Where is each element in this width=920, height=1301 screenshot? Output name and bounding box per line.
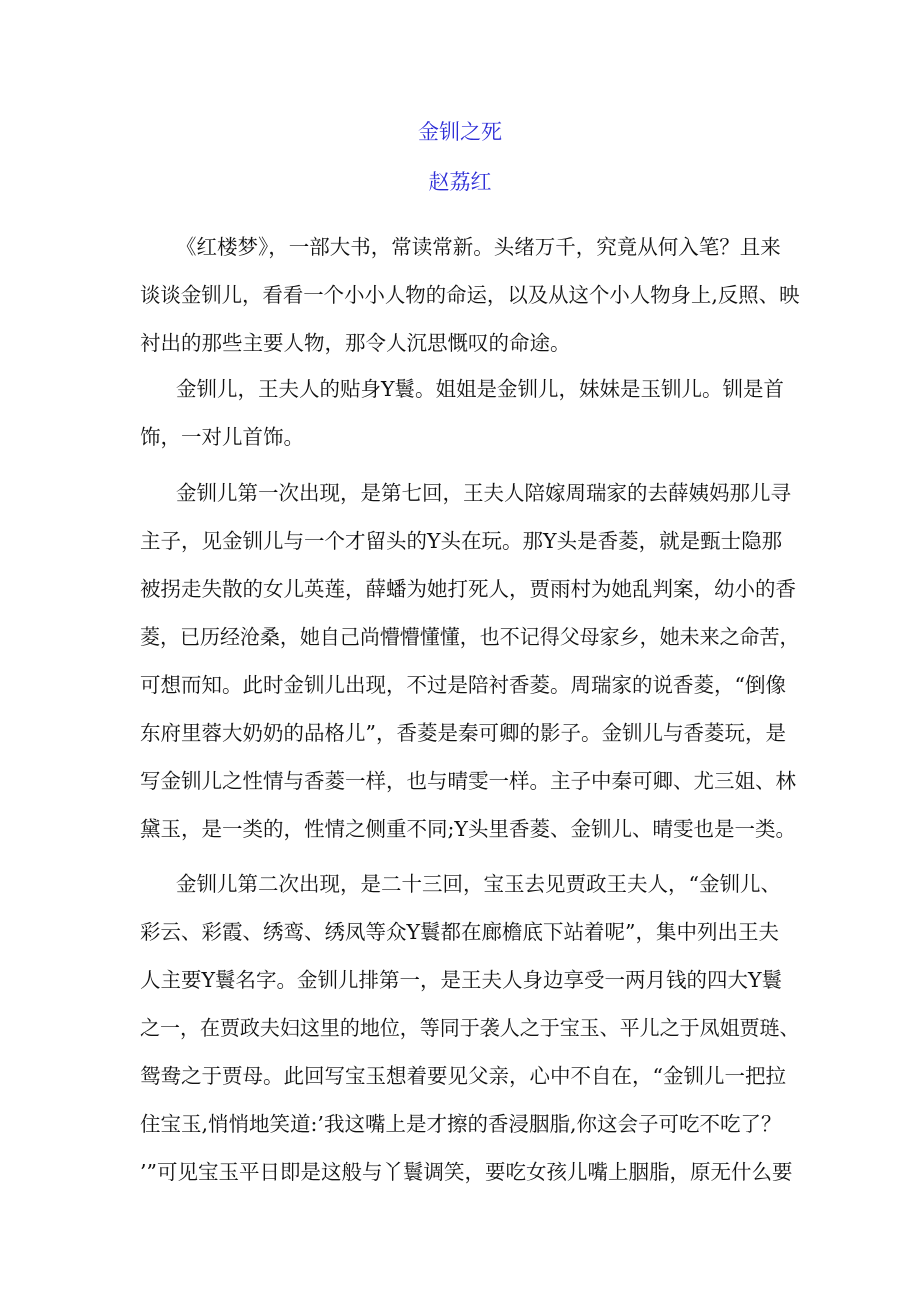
text-line: 菱，已历经沧桑，她自己尚懵懵懂懂，也不记得父母家乡，她未来之命苦， [140,625,800,649]
paragraph-4 [140,860,800,1196]
text-line: 金钏儿第一次出现，是第七回，王夫人陪嫁周瑞家的去薛姨妈那儿寻 [176,481,791,505]
text-line: 黛玉，是一类的，性情之侧重不同;Y头里香菱、金钏儿、晴雯也是一类。 [140,817,796,841]
text-line: 之一，在贾政夫妇这里的地位，等同于袭人之于宝玉、平儿之于凤姐贾琏、 [140,1016,800,1040]
text-line: 金钏儿，王夫人的贴身Y鬟。姐姐是金钏儿，妹妹是玉钏儿。钏是首 [176,377,785,401]
text-line: 饰，一对儿首饰。 [140,425,304,449]
paragraph-2 [140,365,800,461]
text-line: 主子，见金钏儿与一个才留头的Y头在玩。那Y头是香菱，就是甄士隐那 [140,529,783,553]
text-line: 写金钏儿之性情与香菱一样，也与晴雯一样。主子中秦可卿、尤三姐、林 [140,769,796,793]
text-line: 可想而知。此时金钏儿出现，不过是陪衬香菱。周瑞家的说香菱，“倒像 [140,673,786,697]
text-line: 彩云、彩霞、绣鸾、绣凤等众Y鬟都在廊檐底下站着呢”，集中列出王夫 [140,920,780,944]
text-line: 谈谈金钏儿，看看一个小小人物的命运，以及从这个小人物身上,反照、映 [140,283,800,307]
text-line: 人主要Y鬟名字。金钏儿排第一，是王夫人身边享受一两月钱的四大Y鬟 [140,968,783,992]
article-title: 金钏之死 [418,120,502,144]
paragraph-1 [140,223,800,367]
text-line: 被拐走失散的女儿英莲，薛蟠为她打死人，贾雨村为她乱判案，幼小的香 [140,577,796,601]
text-line: 鸳鸯之于贾母。此回写宝玉想着要见父亲，心中不自在，“金钏儿一把拉 [140,1064,786,1088]
text-line: 金钏儿第二次出现，是二十三回，宝玉去见贾政王夫人，“金钏儿、 [176,872,781,896]
text-line: 住宝玉,悄悄地笑道:’我这嘴上是才擦的香浸胭脂,你这会子可吃不吃了？ [140,1112,782,1136]
text-line: 《红楼梦》，一部大书，常读常新。头绪万千，究竟从何入笔？且来 [176,235,781,259]
paragraph-3 [140,469,800,853]
text-line: ’”可见宝玉平日即是这般与丫鬟调笑，要吃女孩儿嘴上胭脂，原无什么要 [140,1160,793,1184]
article-author: 赵荔红 [428,170,492,194]
text-line: 衬出的那些主要人物，那令人沉思慨叹的命途。 [140,331,571,355]
text-line: 东府里蓉大奶奶的品格儿”，香菱是秦可卿的影子。金钏儿与香菱玩，是 [140,721,786,745]
